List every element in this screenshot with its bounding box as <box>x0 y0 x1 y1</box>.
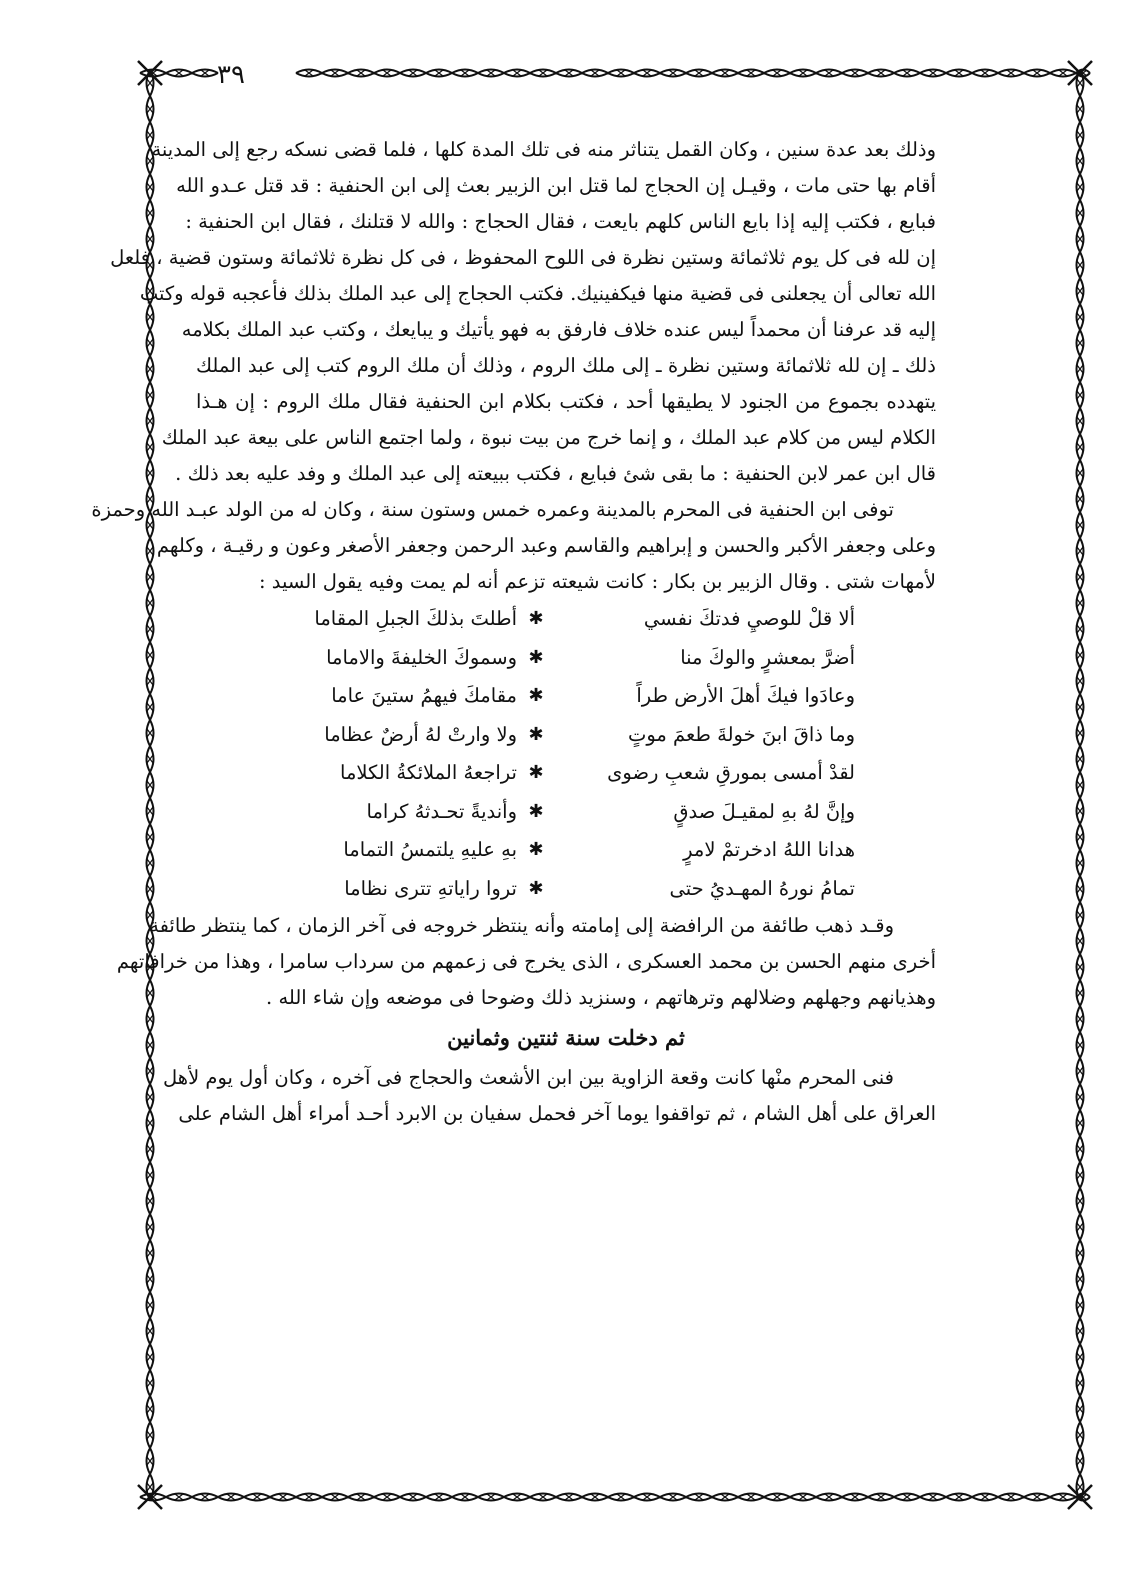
text-line: وقـد ذهب طائفة من الرافضة إلى إمامته وأنه ينتظر خروجه فى آخر الزمان ، كما ينتظر طائفة <box>149 914 894 937</box>
paragraph-4 <box>163 1060 936 1132</box>
poem-verse <box>196 639 906 678</box>
verse-separator-icon: ✱ <box>528 800 544 822</box>
poem-verse <box>196 677 906 716</box>
verse-second-hemistich: بهِ عليهِ يلتمسُ التماما <box>343 838 517 861</box>
verse-first-hemistich: لقدْ أمسى بمورقِ شعبِ رضوى <box>607 761 855 784</box>
text-line: العراق على أهل الشام ، ثم تواقفوا يوما آخر فحمل سفيان بن الابرد أحـد أمراء أهل الشام على <box>178 1102 936 1125</box>
verse-separator-icon: ✱ <box>528 839 544 860</box>
verse-first-hemistich: أضرَّ بمعشرٍ والوكَ منا <box>680 645 855 669</box>
verse-separator-icon: ✱ <box>528 723 544 745</box>
verse-first-hemistich: هدانا اللهُ ادخرتمْ لامرٍ <box>683 838 855 861</box>
text-line: الله تعالى أن يجعلنى فى قضية منها فيكفينيك. فكتب الحجاج إلى عبد الملك بذلك فأعجبه قوله وكتب <box>139 282 936 305</box>
text-line: ذلك ـ إن لله ثلاثمائة وستين نظرة ـ إلى ملك الروم ، وذلك أن ملك الروم كتب إلى عبد الملك <box>196 354 936 377</box>
text-line: وعلى وجعفر الأكبر والحسن و إبراهيم والقاسم وعبد الرحمن وجعفر الأصغر وعون و رقيـة ، وكلهم <box>156 534 936 557</box>
poem <box>196 600 936 908</box>
poem-verse <box>196 600 906 639</box>
verse-first-hemistich: ألا قلْ للوصيِ فدتكَ نفسي <box>643 607 855 630</box>
verse-first-hemistich: وعادَوا فيكَ أهلَ الأرض طراً <box>636 684 855 707</box>
verse-first-hemistich: تمامُ نورهُ المهـديُ حتى <box>669 876 855 900</box>
verse-separator-icon: ✱ <box>528 877 544 899</box>
verse-separator-icon: ✱ <box>528 762 544 783</box>
paragraph-2 <box>91 492 936 600</box>
paragraph-1 <box>110 132 936 492</box>
verse-first-hemistich: وما ذاقَ ابنَ خولةَ طعمَ موتٍ <box>627 722 855 746</box>
page-number: ٣٩ <box>217 60 245 90</box>
verse-second-hemistich: وأنديةً تحـدثهُ كراما <box>366 799 517 823</box>
text-line: وذلك بعد عدة سنين ، وكان القمل يتناثر منه فى تلك المدة كلها ، فلما قضى نسكه رجع إلى المدينة <box>151 138 936 161</box>
text-line: قال ابن عمر لابن الحنفية : ما بقى شئ فبايع ، فكتب ببيعته إلى عبد الملك و وفد عليه بعد ذلك . <box>175 462 936 485</box>
verse-second-hemistich: مقامكَ فيهمُ ستينَ عاما <box>331 684 517 707</box>
text-line: توفى ابن الحنفية فى المحرم بالمدينة وعمره خمس وستون سنة ، وكان له من الولد عبـد الله وحمزة <box>91 498 894 521</box>
text-line: الكلام ليس من كلام عبد الملك ، و إنما خرج من بيت نبوة ، ولما اجتمع الناس على بيعة عبد الملك <box>161 426 936 449</box>
verse-first-hemistich: وإنَّ لهُ بهِ لمقيـلَ صدقٍ <box>673 799 855 823</box>
verse-second-hemistich: تروا راياتهِ تترى نظاما <box>344 876 517 900</box>
verse-separator-icon: ✱ <box>528 685 544 706</box>
verse-second-hemistich: تراجعهُ الملائكةُ الكلاما <box>340 761 517 784</box>
text-line: إليه قد عرفنا أن محمداً ليس عنده خلاف فارفق به فهو يأتيك و يبايعك ، وكتب عبد الملك بكلامه <box>181 318 936 341</box>
verse-second-hemistich: ولا وارتْ لهُ أرضٌ عظاما <box>324 722 517 746</box>
verse-separator-icon: ✱ <box>528 646 544 668</box>
text-line: لأمهات شتى . وقال الزبير بن بكار : كانت شيعته تزعم أنه لم يمت وفيه يقول السيد : <box>258 570 936 593</box>
poem-verse <box>196 754 906 793</box>
verse-second-hemistich: أطلتَ بذلكَ الجبلِ المقاما <box>314 607 517 630</box>
page-body <box>91 132 936 1132</box>
poem-verse <box>196 793 906 832</box>
verse-separator-icon: ✱ <box>528 608 544 629</box>
text-line: وهذيانهم وجهلهم وضلالهم وترهاتهم ، وسنزيد ذلك وضوحا فى موضعه وإن شاء الله . <box>266 986 936 1009</box>
text-line: أقام بها حتى مات ، وقيـل إن الحجاج لما قتل ابن الزبير بعث إلى ابن الحنفية : قد قتل عـدو الله <box>176 174 936 197</box>
paragraph-3 <box>116 908 936 1016</box>
poem-verse <box>196 870 906 909</box>
text-line: أخرى منهم الحسن بن محمد العسكرى ، الذى يخرج فى زعمهم من سرداب سامرا ، وهذا من خرافاتهم <box>116 950 936 973</box>
section-heading: ثم دخلت سنة ثنتين وثمانين <box>447 1025 685 1050</box>
text-line: يتهدده بجموع من الجنود لا يطيقها أحد ، فكتب بكلام ابن الحنفية فقال ملك الروم : إن هـذا <box>196 390 936 413</box>
poem-verse <box>196 831 906 870</box>
text-line: فبايع ، فكتب إليه إذا بايع الناس كلهم بايعت ، فقال الحجاج : والله لا قتلنك ، فقال ابن الحنفية : <box>185 210 936 233</box>
poem-verse <box>196 716 906 755</box>
verse-second-hemistich: وسموكَ الخليفةَ والاماما <box>326 645 517 669</box>
text-line: إن لله فى كل يوم ثلاثمائة وستين نظرة فى اللوح المحفوظ ، فى كل نظرة ثلاثمائة وستون قضية ، فلعل <box>110 246 936 269</box>
text-line: فنى المحرم منْها كانت وقعة الزاوية بين ابن الأشعث والحجاج فى آخره ، وكان أول يوم لأهل <box>163 1066 894 1089</box>
